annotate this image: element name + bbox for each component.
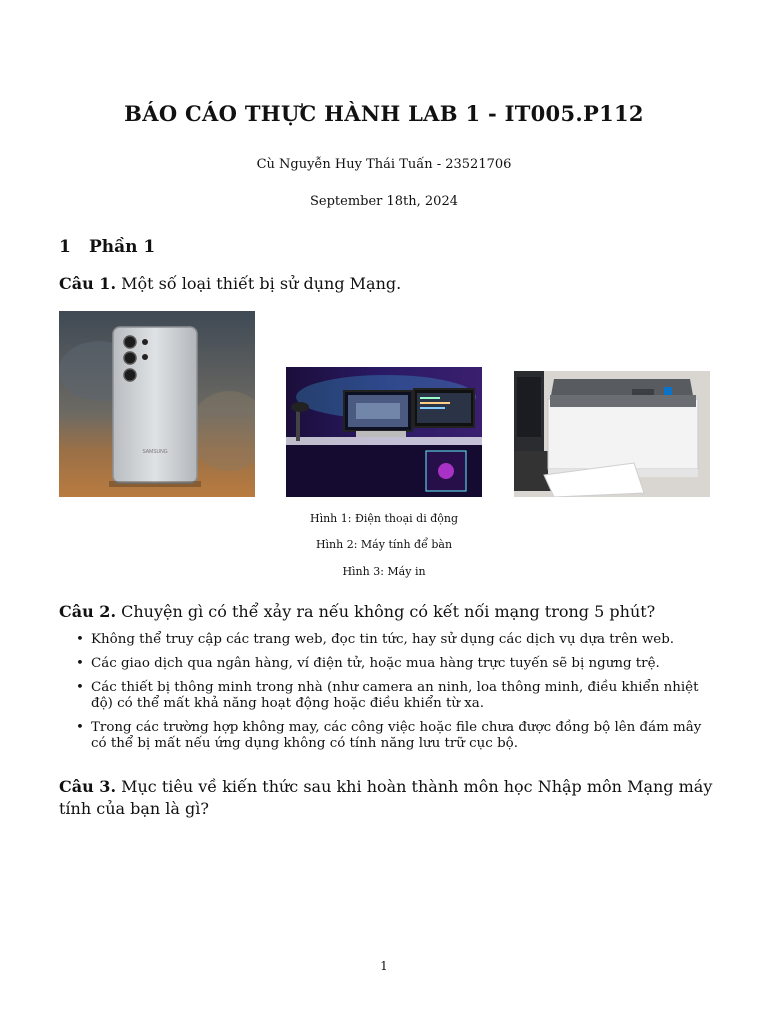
page-number: 1 bbox=[380, 959, 388, 973]
question-1-text: Một số loại thiết bị sử dụng Mạng. bbox=[116, 274, 402, 293]
section-heading bbox=[59, 237, 155, 257]
question-3-text: Mục tiêu về kiến thức sau khi hoàn thành môn học Nhập môn Mạng máy tính của bạn là gì? bbox=[59, 777, 713, 818]
section-number: 1 bbox=[59, 237, 71, 257]
list-item-text: Các thiết bị thông minh trong nhà (như camera an ninh, loa thông minh, điều khiển nhiệt độ) có thể mất khả năng hoạt động hoặc điều khiển từ xa. bbox=[91, 680, 699, 711]
list-item-text: Các giao dịch qua ngân hàng, ví điện tử, hoặc mua hàng trực tuyến sẽ bị ngưng trệ. bbox=[91, 656, 660, 671]
question-2-answer-list bbox=[59, 632, 715, 760]
question-1 bbox=[59, 274, 401, 293]
question-2 bbox=[59, 602, 655, 621]
section-title: Phần 1 bbox=[89, 237, 156, 257]
list-item bbox=[59, 680, 715, 712]
figure-phone-image bbox=[59, 311, 255, 497]
figure-2-caption: Hình 2: Máy tính để bàn bbox=[315, 538, 453, 551]
list-item bbox=[59, 656, 715, 672]
question-2-label: Câu 2. bbox=[59, 602, 117, 621]
question-3-label: Câu 3. bbox=[59, 777, 117, 796]
list-item bbox=[59, 720, 715, 752]
bullet-icon: • bbox=[76, 680, 84, 695]
figure-3-caption: Hình 3: Máy in bbox=[342, 565, 426, 578]
figure-printer-image bbox=[514, 371, 710, 497]
bullet-icon: • bbox=[76, 656, 84, 671]
list-item-text: Không thể truy cập các trang web, đọc tin tức, hay sử dụng các dịch vụ dựa trên web. bbox=[91, 632, 675, 647]
report-date: September 18th, 2024 bbox=[309, 194, 458, 209]
report-title: BÁO CÁO THỰC HÀNH LAB 1 - IT005.P112 bbox=[124, 101, 644, 126]
author-line: Cù Nguyễn Huy Thái Tuấn - 23521706 bbox=[256, 157, 512, 172]
question-1-label: Câu 1. bbox=[59, 274, 117, 293]
bullet-icon: • bbox=[76, 720, 84, 735]
list-item-text: Trong các trường hợp không may, các công việc hoặc file chưa được đồng bộ lên đám mây có thể bị mất nếu ứng dụng không có tính năng lưu trữ cục bộ. bbox=[91, 720, 702, 751]
bullet-icon: • bbox=[76, 632, 84, 647]
question-3 bbox=[59, 776, 715, 820]
question-2-text: Chuyện gì có thể xảy ra nếu không có kết nối mạng trong 5 phút? bbox=[116, 602, 656, 621]
figure-desktop-image bbox=[286, 367, 482, 497]
list-item bbox=[59, 632, 715, 648]
phone-brand-label: SAMSUNG bbox=[142, 449, 168, 455]
figure-1-caption: Hình 1: Điện thoại di động bbox=[309, 512, 458, 525]
